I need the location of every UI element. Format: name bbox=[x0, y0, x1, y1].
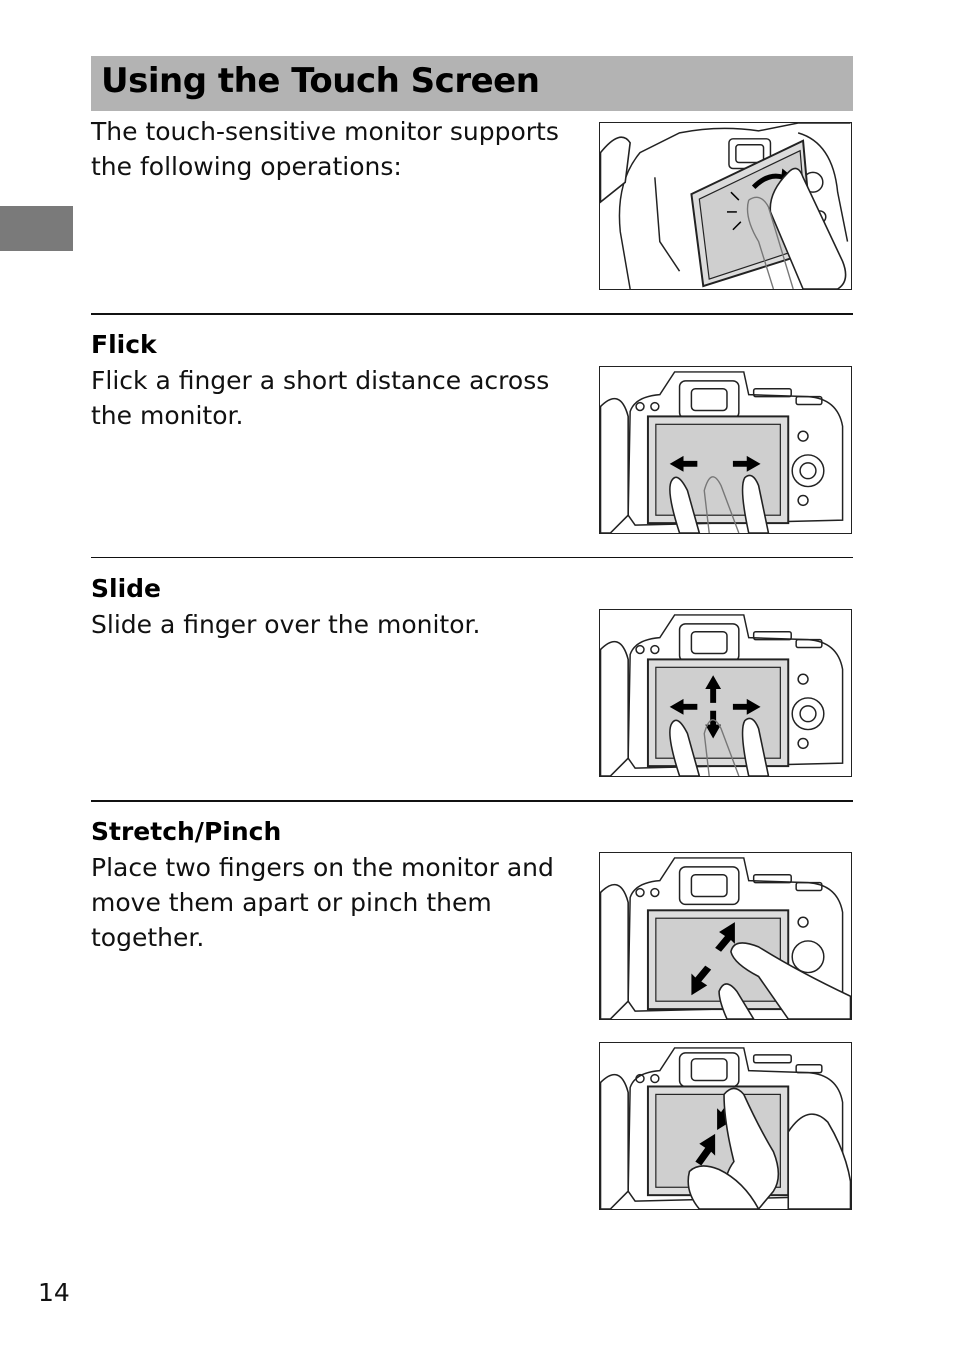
flick-heading: Flick bbox=[91, 330, 157, 359]
pinch-illustration bbox=[599, 1042, 852, 1210]
section-divider bbox=[91, 313, 853, 315]
flick-illustration bbox=[599, 366, 852, 534]
section-divider bbox=[91, 557, 853, 558]
stretch-illustration bbox=[599, 852, 852, 1020]
slide-illustration bbox=[599, 609, 852, 777]
flick-description: Flick a finger a short distance across the monitor. bbox=[91, 366, 550, 430]
stretch-pinch-description: Place two fingers on the monitor and move them apart or pinch them together. bbox=[91, 853, 554, 952]
chapter-tab-marker bbox=[0, 206, 73, 251]
page-title: Using the Touch Screen bbox=[101, 61, 540, 101]
slide-description: Slide a finger over the monitor. bbox=[91, 610, 481, 639]
stretch-pinch-heading: Stretch/Pinch bbox=[91, 817, 282, 846]
page-number: 14 bbox=[38, 1278, 70, 1307]
touch-monitor-illustration bbox=[599, 122, 852, 290]
section-title-bar bbox=[91, 56, 853, 111]
slide-heading: Slide bbox=[91, 574, 161, 603]
section-divider bbox=[91, 800, 853, 802]
intro-text: The touch-sensitive monitor supports the following operations: bbox=[91, 117, 559, 181]
